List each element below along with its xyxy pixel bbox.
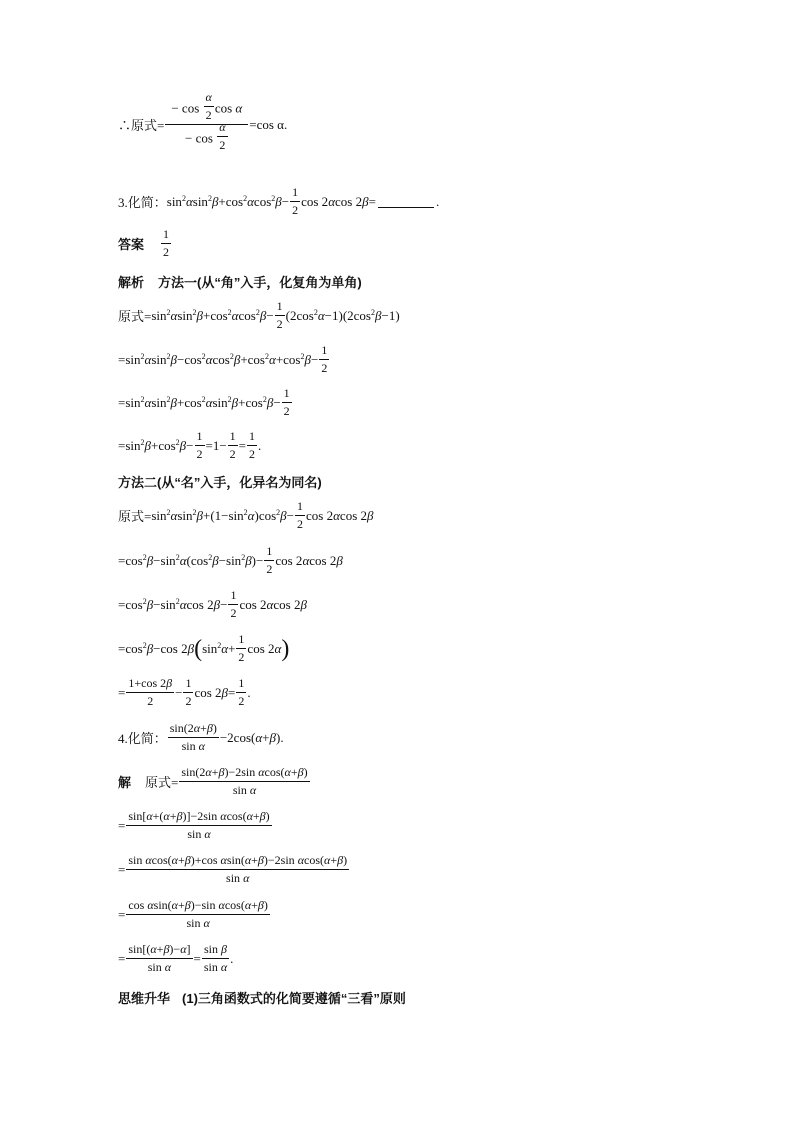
question-3: 3.化简： $\sin^2\alpha\sin^2\beta+\cos^2\alpha\cos^2\beta-$ $\frac{1}{2}$ cos 2αcos 2β= . [118,185,440,217]
analysis-line [118,272,362,291]
m1-step1: 原式= $\sin^2\alpha\sin^2\beta+\cos^2\alpha\cos^2\beta-$ $\frac{1}{2}$ $(2\cos^2\alpha-1)(2\cos^2\beta-1)$ [118,299,400,331]
result-fraction: − cos $\frac{\alpha}{2}$ cos α − cos $\frac{\alpha}{2}$ [165,95,248,154]
q4-step3: = $\frac{\text{sin αcos(α+β)+cos αsin(α+β)−2sin αcos(α+β)}}{\text{sin α}}$ [118,853,348,885]
answer-label: 答案 [118,237,145,252]
summary-line [118,988,406,1007]
m2-step1: 原式= $\sin^2\alpha\sin^2\beta+(1-\sin^2\alpha)\cos^2\beta-$ $\frac{1}{2}$ cos 2αcos 2β [118,499,374,531]
q4-step2: = $\frac{\text{sin[α+(α+β)]−2sin αcos(α+β)}}{\text{sin α}}$ [118,809,270,841]
m2-step2: = $\cos^2\beta-\sin^2\alpha(\cos^2\beta-\sin^2\beta)-$ $\frac{1}{2}$ cos 2αcos 2β [118,544,343,576]
method1-title: 方法一(从“角”入手，化复角为单角) [158,275,362,290]
m1-step3: = $\sin^2\alpha\sin^2\beta+\cos^2\alpha\sin^2\beta+\cos^2\beta-$ $\frac{1}{2}$ [118,386,290,418]
solution-label: 解 [118,775,132,790]
answer-blank [378,195,434,208]
q4-step1: 解 原式= $\frac{\text{sin(2α+β)−2sin αcos(α+β)}}{\text{sin α}}$ [118,765,308,797]
result-suffix: =cos α. [249,116,288,132]
m2-step4: = $\cos^2\beta-\cos$ 2β ( $\sin^2\alpha+$ $\frac{1}{2}$ cos 2α ) [118,632,290,664]
m2-step5: = $\frac{1+\cos 2\beta}{2}$ − $\frac{1}{2}$ cos 2β= $\frac{1}{2}$ . [118,676,251,708]
q4-step5: = $\frac{\sin[(\alpha+\beta)-\alpha]}{\text{sin α}}$ = $\frac{\text{sin β}}{\text{sin α}}$ . [118,942,234,974]
result-line [118,90,288,154]
method2-title: 方法二(从“名”入手，化异名为同名) [118,475,322,490]
question-4: 4.化简： $\frac{\sin(2\alpha+\beta)}{\text{sin α}}$ −2cos(α+β). [118,721,284,753]
answer-line [118,226,172,261]
analysis-label: 解析 [118,275,145,290]
method2-line [118,472,322,491]
m1-step2: = $\sin^2\alpha\sin^2\beta-\cos^2\alpha\cos^2\beta+\cos^2\alpha+\cos^2\beta-$ $\frac{1}{2}$ [118,343,328,375]
q4-step4: = $\frac{\text{cos αsin(α+β)−sin αcos(α+β)}}{\text{sin α}}$ [118,898,268,930]
result-prefix: ∴原式= [118,118,165,133]
summary-text: (1)三角函数式的化简要遵循“三看”原则 [182,991,406,1006]
m2-step3: = $\cos^2\beta-\sin^2\alpha\cos$ 2β− $\frac{1}{2}$ cos 2αcos 2β [118,588,307,620]
summary-label: 思维升华 [118,991,171,1006]
m1-step4: = $\sin^2\beta+\cos^2\beta-$ $\frac{1}{2}$ =1− $\frac{1}{2}$ = $\frac{1}{2}$ . [118,429,262,461]
answer-value: $\frac{1}{2}$ [163,227,170,259]
